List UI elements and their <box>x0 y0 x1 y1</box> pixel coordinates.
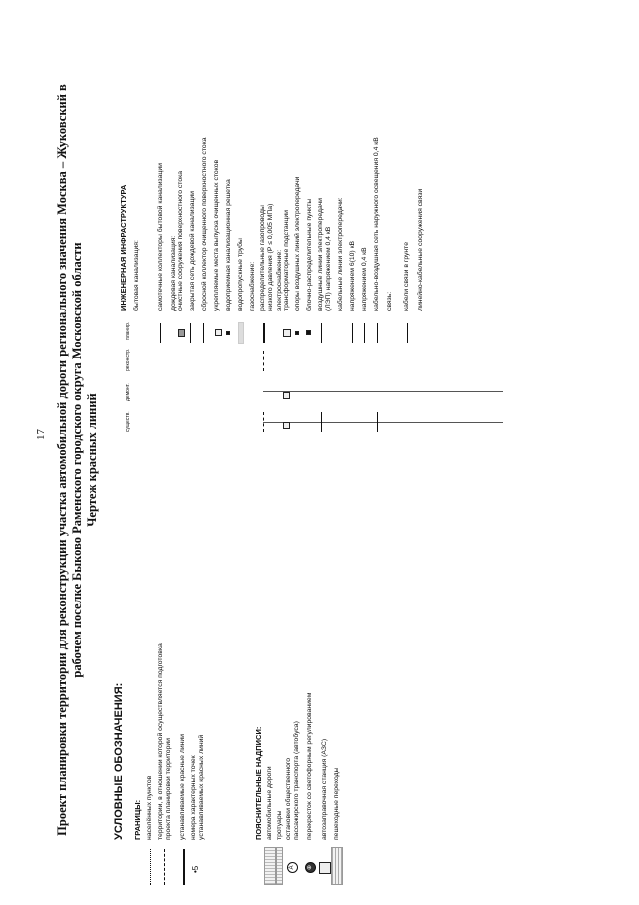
boundary-point-numbers: номера характерных точек устанавливаемых красных линий <box>190 734 205 840</box>
treatment-facility-icon <box>178 329 185 337</box>
boundary-settlements: населённых пунктов <box>146 775 153 840</box>
infra-item: связь: <box>386 291 393 311</box>
comm-cable-symbol <box>407 323 408 343</box>
point-number-sample: •5 <box>191 865 200 873</box>
boundaries-heading: ГРАНИЦЫ: <box>133 799 142 840</box>
gas-station-icon <box>319 862 331 874</box>
rotated-sheet <box>55 35 575 885</box>
document-title <box>55 35 100 885</box>
infra-item: напряжением 0,4 кВ <box>361 247 368 311</box>
gas-pipe-reconstructed-symbol <box>263 351 264 371</box>
infra-item: дождевая канализация: <box>170 235 177 311</box>
substation-dismantled-icon <box>283 392 290 399</box>
planning-area-boundary-symbol <box>164 849 165 885</box>
storm-sewer-symbol <box>190 323 191 343</box>
infra-item: электроснабжение: <box>276 249 283 311</box>
column-guide <box>263 391 503 392</box>
boundary-planning-area: территории, в отношении которой осуществляется подготовка проекта планировки территории <box>157 643 172 840</box>
gas-pipe-existing-symbol <box>263 412 264 432</box>
overhead-line-existing-symbol <box>321 412 322 432</box>
infra-item: очистные сооружения поверхностного стока <box>177 170 184 311</box>
infra-item: распределительные газопроводы низкого давления (Р ≤ 0,005 МПа) <box>259 203 274 311</box>
note-traffic-light: перекресток со светофорным регулированием <box>306 692 313 840</box>
boundary-red-lines: устанавливаемые красные линии <box>179 734 186 840</box>
note-sidewalks: тротуары <box>276 810 283 840</box>
lighting-network-symbol <box>377 323 378 343</box>
infra-item: газоснабжение: <box>249 261 256 311</box>
sidewalk-symbol <box>276 847 283 885</box>
column-guide <box>263 422 503 423</box>
title-line-2: рабочем поселке Быково Раменского городского округа Московской области <box>70 242 84 678</box>
infra-item: бытовая канализация: <box>133 240 140 311</box>
cable-6kv-symbol <box>352 323 353 343</box>
infra-item: кабельные линии электропередачи: <box>337 197 344 311</box>
infra-item: кабели связи в грунте <box>403 242 410 311</box>
page-number: 17 <box>35 429 47 440</box>
note-pedestrian-crossings: пешеходные переходы <box>333 767 340 840</box>
traffic-light-icon: ⊕ <box>305 862 316 873</box>
bus-stop-icon: A <box>287 862 298 873</box>
outlet-icon <box>215 329 222 336</box>
infra-item: укрепляемые места выпуска очищенных стоков <box>213 159 220 311</box>
col-planned: планир. <box>125 321 131 340</box>
infra-item: кабельно-воздушная сеть наружного освещения 0,4 кВ <box>373 137 380 311</box>
infra-item: напряжением 6(10) кВ <box>349 240 356 311</box>
infra-item: блочно-распределительные пункты <box>306 198 313 311</box>
infra-item: водопропускные трубы <box>237 238 244 311</box>
grate-icon <box>226 331 230 335</box>
substation-icon <box>283 329 291 337</box>
infra-item: сбросной коллектор очищенного поверхностного стока <box>201 137 208 311</box>
infra-item: водоприемная канализационная решетка <box>225 179 232 311</box>
lighting-network-existing-symbol <box>377 412 378 432</box>
col-dismantled: демонт. <box>125 383 131 401</box>
infra-item: воздушные линии электропередачи (ЛЭП) напряжением 0,4 кВ <box>317 198 332 311</box>
infra-item: самотечные коллекторы бытовой канализации <box>157 163 164 311</box>
legend-heading: УСЛОВНЫЕ ОБОЗНАЧЕНИЯ: <box>113 682 125 840</box>
road-symbol <box>264 847 276 885</box>
settlement-boundary-symbol <box>150 849 151 885</box>
note-gas-station: автозаправочная станция (АЗС) <box>321 738 328 840</box>
cable-04kv-symbol <box>364 323 365 343</box>
title-line-3: Чертеж красных линий <box>85 393 99 527</box>
gas-pipe-symbol <box>263 323 265 343</box>
outfall-collector-symbol <box>203 323 204 343</box>
infra-item: трансформаторные подстанции <box>283 210 290 311</box>
infra-item: опоры воздушных линий электропередачи <box>294 176 301 311</box>
substation-existing-icon <box>283 422 290 429</box>
title-line-1: Проект планировки территории для реконструкции участка автомобильной дороги регионального значения Москва – Жуковский в <box>55 84 69 836</box>
note-bus-stops: остановки общественного пассажирского транспорта (автобуса) <box>285 721 300 840</box>
infra-item: закрытая сеть дождевой канализации <box>189 191 196 311</box>
sewer-symbol <box>160 323 161 343</box>
col-existing: существ. <box>125 411 131 432</box>
pole-icon <box>295 331 299 335</box>
culvert-symbol <box>238 322 244 344</box>
red-line-symbol <box>183 849 185 885</box>
notes-heading: ПОЯСНИТЕЛЬНЫЕ НАДПИСИ: <box>254 726 263 840</box>
infra-item: линейно-кабельные сооружения связи <box>417 188 424 311</box>
note-roads: автомобильные дороги <box>266 766 273 840</box>
pedestrian-crossing-symbol <box>331 847 343 885</box>
col-reconstructed: реконстр. <box>125 348 131 371</box>
infra-heading: ИНЖЕНЕРНАЯ ИНФРАСТРУКТУРА <box>119 184 128 311</box>
overhead-line-symbol <box>321 323 322 343</box>
distribution-point-icon <box>306 330 311 335</box>
